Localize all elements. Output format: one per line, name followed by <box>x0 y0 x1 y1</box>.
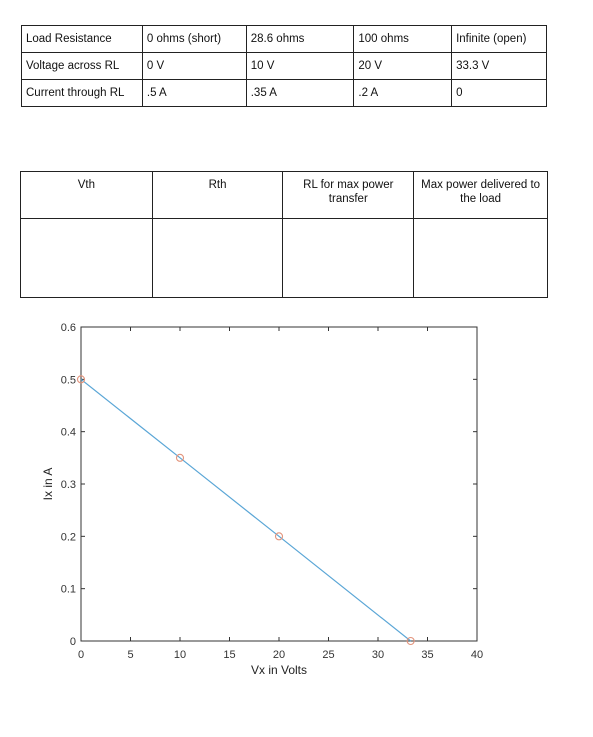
x-tick-label: 40 <box>470 649 484 661</box>
header-max-power: Max power delivered to the load <box>414 172 548 219</box>
x-tick-label: 0 <box>77 649 85 661</box>
table-cell: Current through RL <box>22 80 143 107</box>
x-tick-label: 35 <box>421 649 434 661</box>
y-tick-label: 0.5 <box>60 374 76 387</box>
header-rl-max-power: RL for max power transfer <box>283 172 414 219</box>
y-tick-label: 0.3 <box>60 479 76 491</box>
table-cell: 0 V <box>142 53 246 80</box>
y-tick-label: 0.1 <box>60 583 76 596</box>
table-cell: 10 V <box>246 53 354 80</box>
table-cell: 0 ohms (short) <box>142 26 246 53</box>
table-row <box>22 53 547 80</box>
table-cell: .5 A <box>142 80 246 107</box>
iv-chart <box>0 300 593 690</box>
plot-frame <box>81 327 477 641</box>
answer-cell-rl[interactable] <box>283 219 414 298</box>
y-tick-label: 0 <box>69 636 76 648</box>
answer-cell-rth[interactable] <box>152 219 283 298</box>
table-cell: 20 V <box>354 53 452 80</box>
table-cell: Voltage across RL <box>22 53 143 80</box>
answer-cell-power[interactable] <box>414 219 548 298</box>
answer-cell-vth[interactable] <box>21 219 153 298</box>
table-cell: 33.3 V <box>452 53 547 80</box>
table-cell: 28.6 ohms <box>246 26 354 53</box>
table-row <box>21 219 548 298</box>
x-tick-label: 5 <box>127 649 134 661</box>
table-cell: Load Resistance <box>22 26 143 53</box>
series-line <box>81 379 411 641</box>
plot-area <box>61 322 483 661</box>
y-tick-label: 0.2 <box>60 531 76 544</box>
thevenin-results-table <box>20 171 548 298</box>
header-vth: Vth <box>21 172 153 219</box>
table-row <box>22 26 547 53</box>
table-row <box>22 80 547 107</box>
y-axis-label: Ix in A <box>41 467 55 501</box>
header-rth: Rth <box>152 172 283 219</box>
y-tick-label: 0.4 <box>60 426 76 439</box>
load-values-table <box>21 25 547 107</box>
table-cell: 0 <box>452 80 547 107</box>
y-tick-label: 0.6 <box>60 322 76 334</box>
table-cell: .35 A <box>246 80 354 107</box>
table-cell: Infinite (open) <box>452 26 547 53</box>
table-header-row <box>21 172 548 219</box>
table-cell: 100 ohms <box>354 26 452 53</box>
x-tick-label: 20 <box>272 649 286 661</box>
table-cell: .2 A <box>354 80 452 107</box>
x-axis-label: Vx in Volts <box>250 663 308 677</box>
x-tick-label: 10 <box>173 649 187 661</box>
x-tick-label: 30 <box>371 649 385 661</box>
x-tick-label: 15 <box>223 649 236 661</box>
x-tick-label: 25 <box>322 649 335 661</box>
